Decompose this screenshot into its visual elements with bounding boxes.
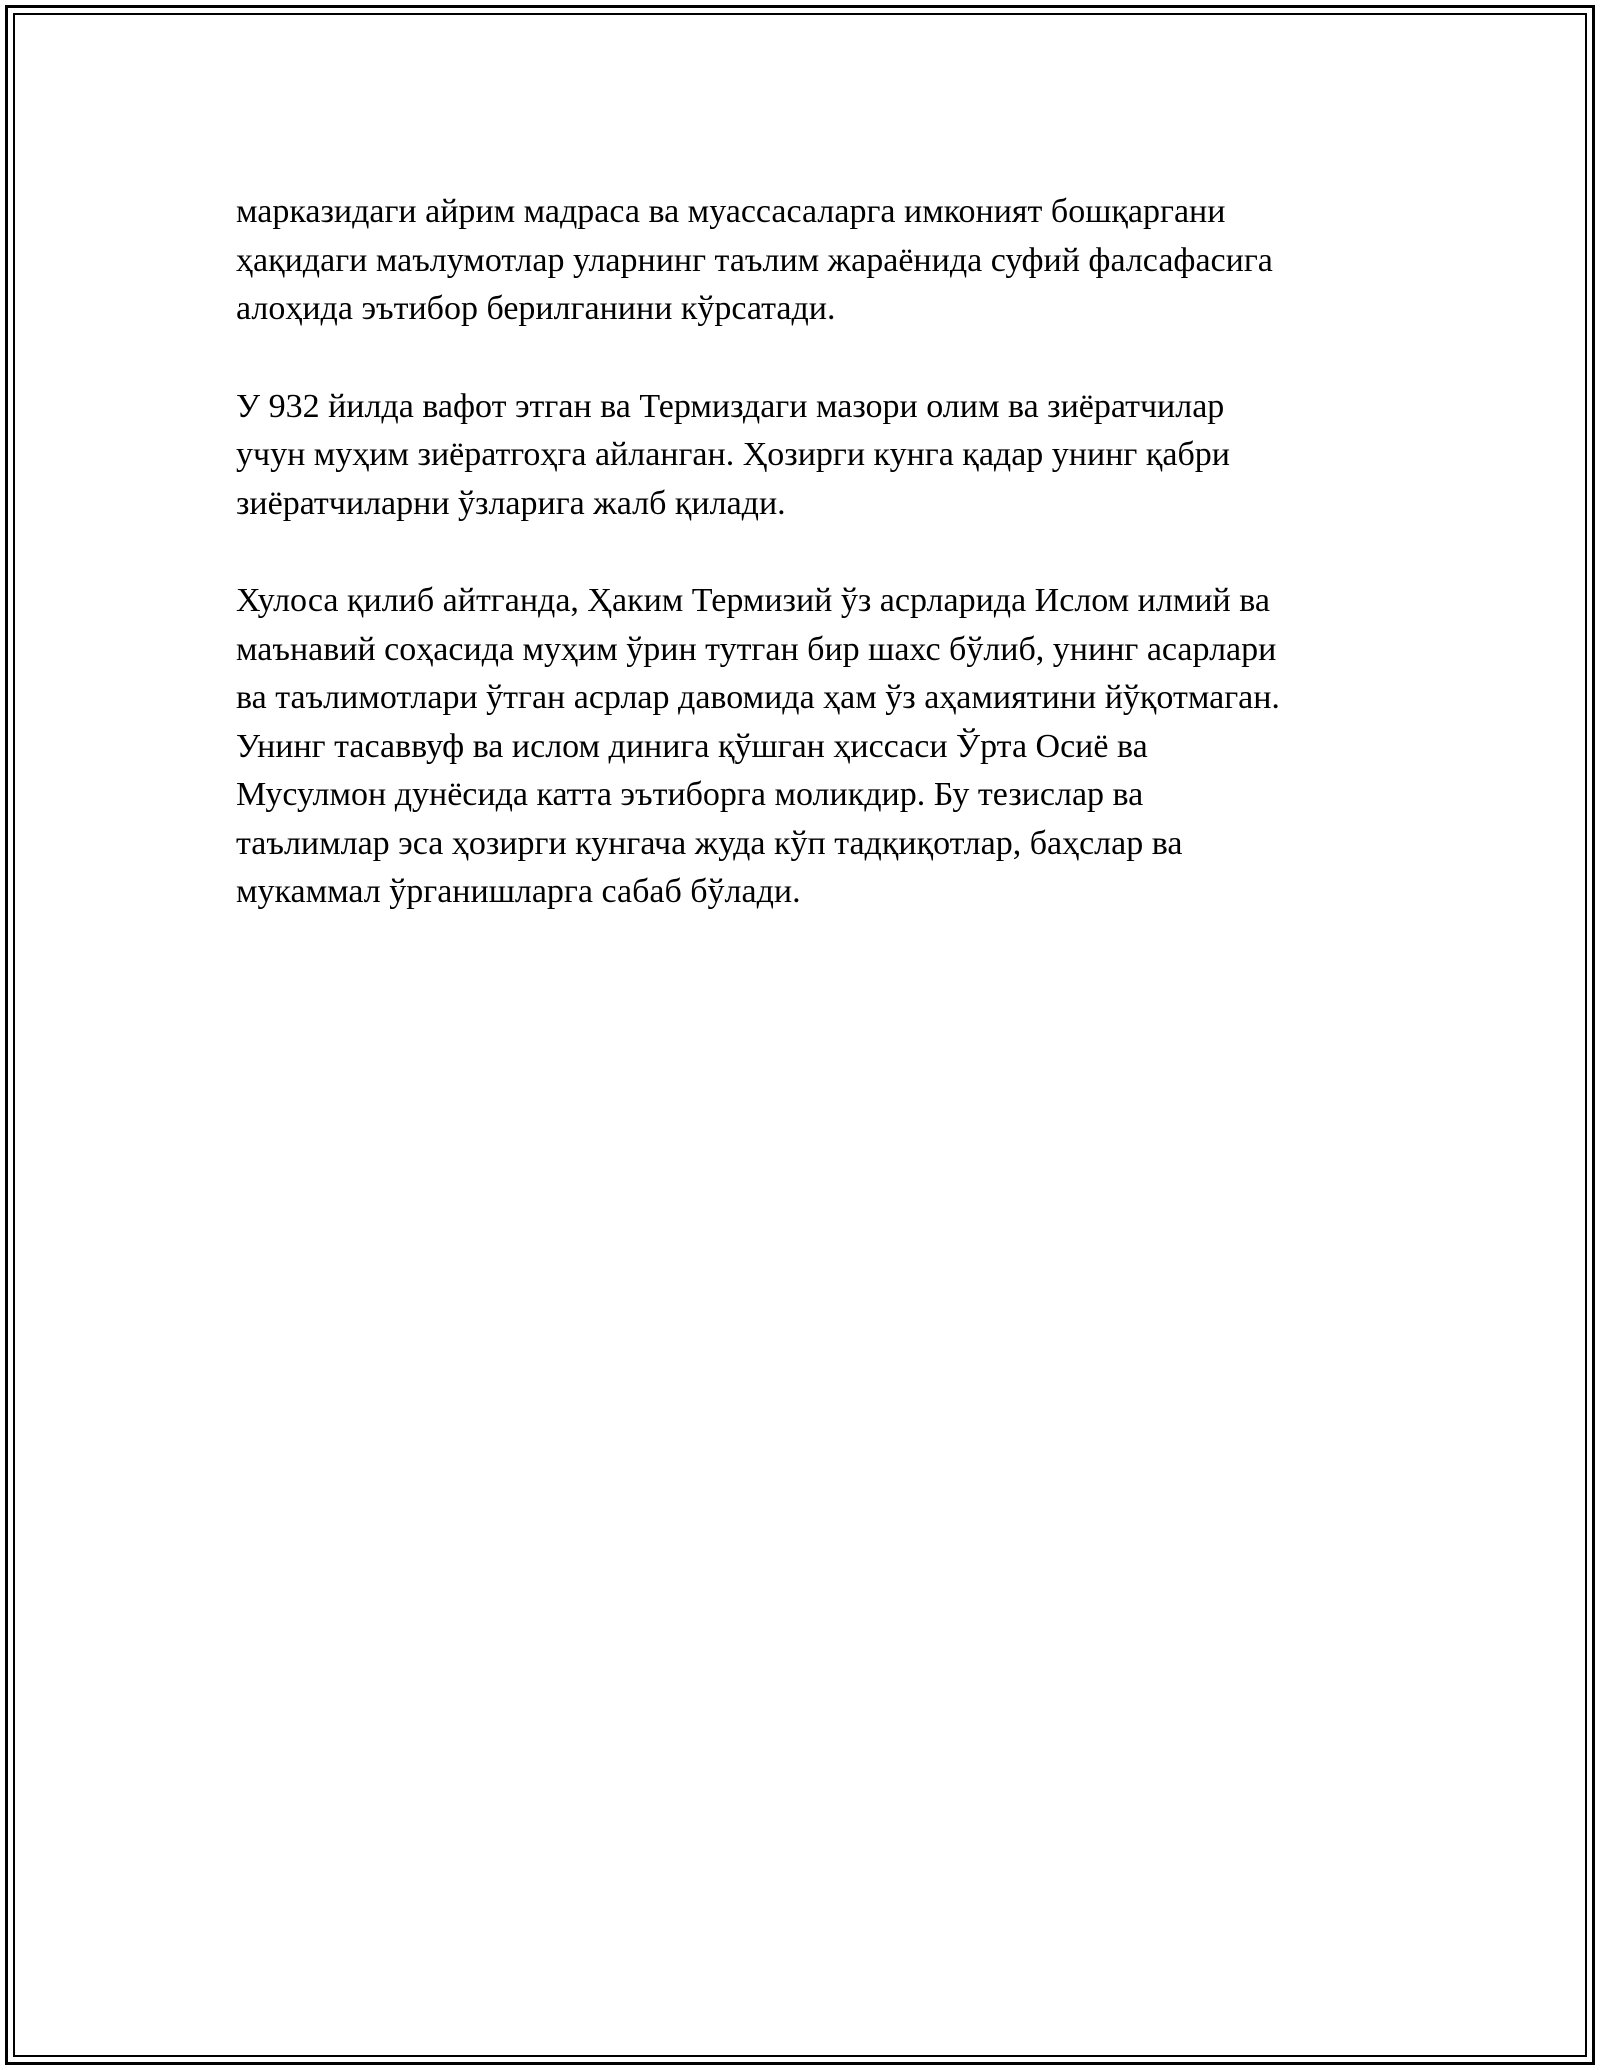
document-body — [236, 188, 1386, 966]
paragraph-2 — [236, 383, 1386, 529]
text-line: зиёратчиларни ўзларига жалб қилади. — [236, 484, 786, 522]
text-line: У 932 йилда вафот этган ва Термиздаги мазори олим ва зиёратчилар — [236, 387, 1225, 425]
text-line: алоҳида эътибор берилганини кўрсатади. — [236, 290, 836, 327]
text-line: ва таълимотлари ўтган асрлар давомида ҳам ўз аҳамиятини йўқотмаган. — [236, 679, 1280, 716]
text-line: Хулоса қилиб айтганда, Ҳаким Термизий ўз асрларида Ислом илмий ва — [236, 582, 1270, 619]
text-line: Мусулмон дунёсида катта эътиборга моликдир. Бу тезислар ва — [236, 776, 1144, 813]
text-line: Унинг тасаввуф ва ислом динига қўшган ҳиссаси Ўрта Осиё ва — [236, 727, 1148, 765]
text-line: мукаммал ўрганишларга сабаб бўлади. — [236, 873, 801, 910]
text-line: марказидаги айрим мадраса ва муассасаларга имконият бошқаргани — [236, 193, 1226, 230]
paragraph-3 — [236, 577, 1386, 917]
text-line: маънавий соҳасида муҳим ўрин тутган бир шахс бўлиб, унинг асарлари — [236, 630, 1277, 668]
paragraph-1 — [236, 188, 1386, 334]
text-line: таълимлар эса ҳозирги кунгача жуда кўп тадқиқотлар, баҳслар ва — [236, 824, 1183, 862]
text-line: ҳақидаги маълумотлар уларнинг таълим жараёнида суфий фалсафасига — [236, 241, 1273, 279]
text-line: учун муҳим зиёратгоҳга айланган. Ҳозирги кунга қадар унинг қабри — [236, 436, 1230, 473]
